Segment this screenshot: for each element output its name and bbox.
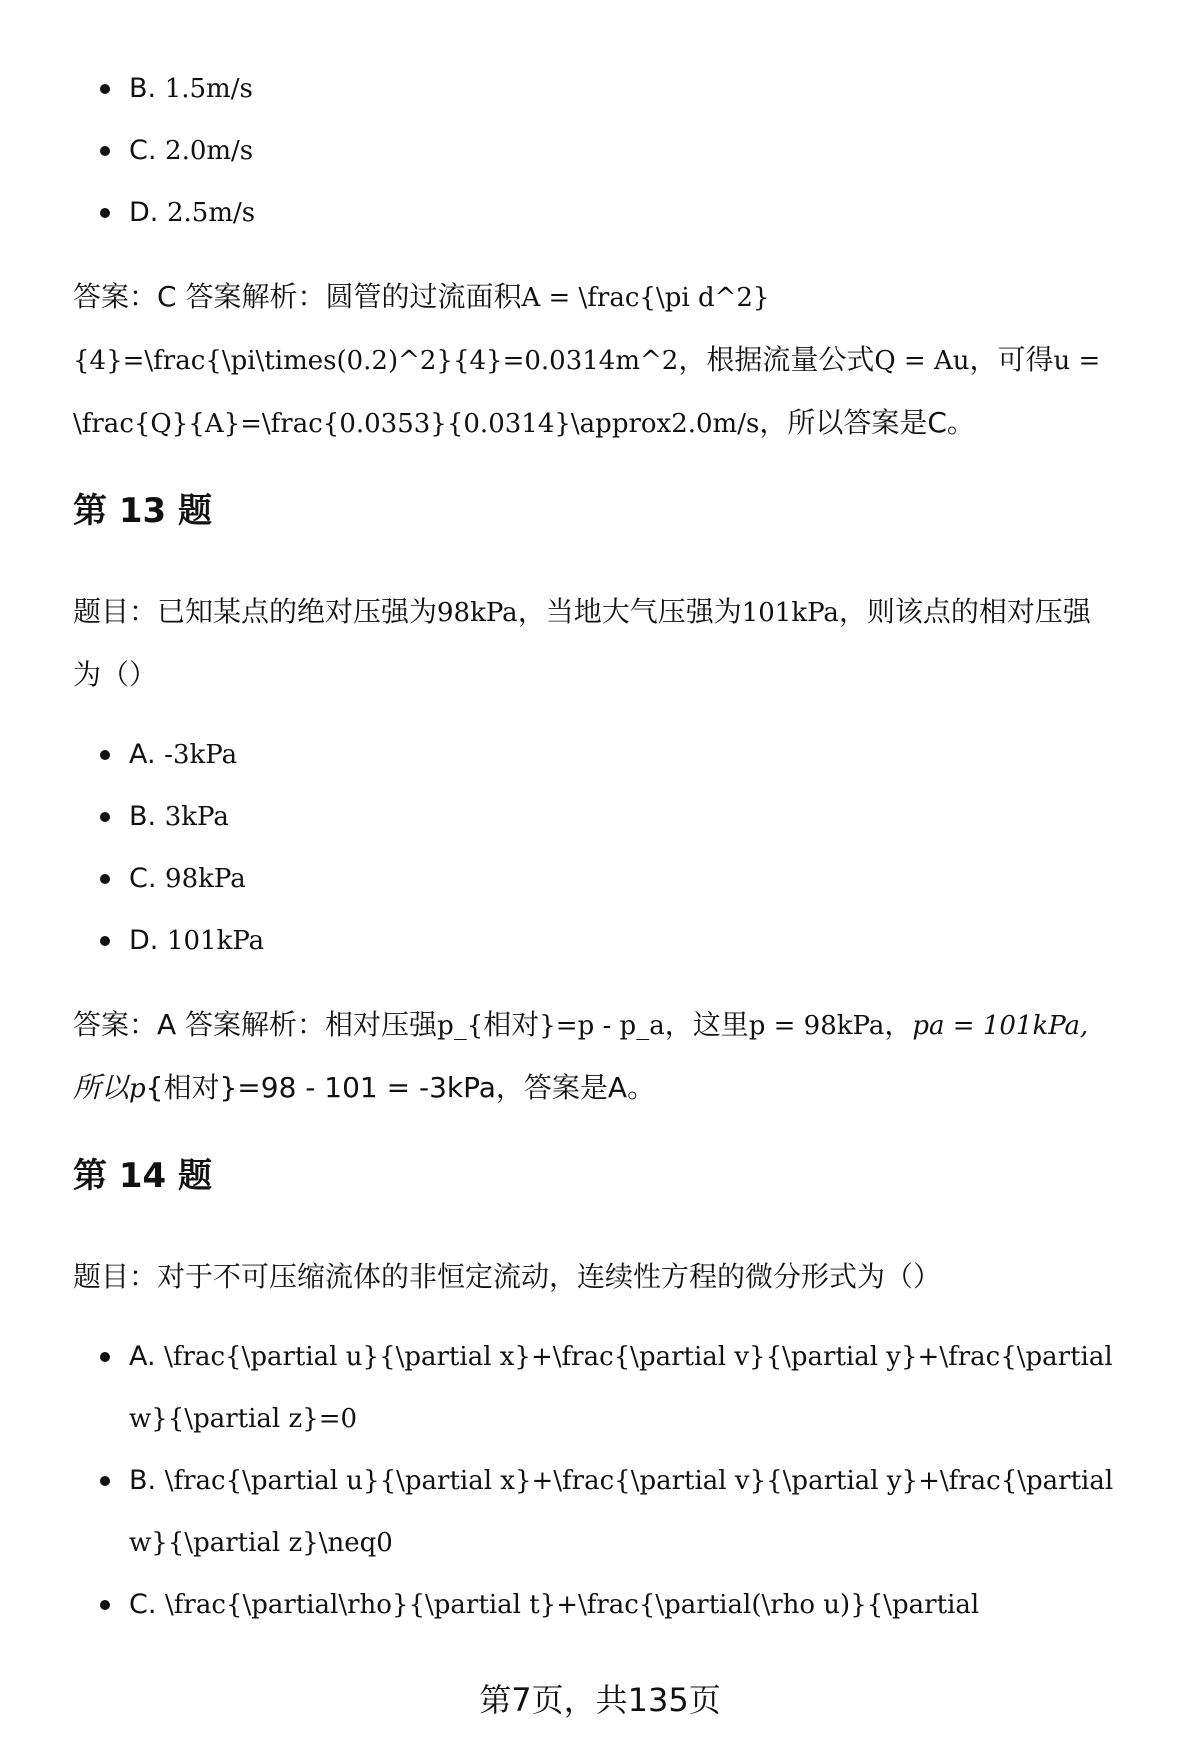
option-c (73, 1574, 1153, 1636)
question-13-answer (73, 994, 1153, 1120)
option-c (73, 120, 1153, 182)
option-text: 3kPa (164, 802, 229, 832)
question-13-heading: 第 13 题 (73, 491, 212, 531)
answer-math: u = (1053, 346, 1101, 376)
answer-text: ，这里 (664, 1008, 749, 1041)
prev-question-options (73, 58, 1153, 244)
question-text: ，当地大气压强为 (517, 595, 742, 628)
answer-text: 所以 (73, 1071, 130, 1104)
option-text: 98kPa (165, 864, 246, 894)
question-text: ，则该点的相对压强 (838, 595, 1091, 628)
option-text: 1.5m/s (164, 74, 253, 104)
question-14-options (73, 1326, 1153, 1636)
answer-text: 答案：A 答案解析：相对压强 (73, 1008, 438, 1041)
option-text-continued: w}{\partial z}\neq0 (129, 1528, 393, 1558)
answer-math: p = 98kPa (748, 1011, 885, 1041)
answer-text: ， (884, 1008, 913, 1041)
answer-math: p (129, 1074, 146, 1104)
option-a (73, 1326, 1153, 1450)
answer-math: {4}=\frac{\pi\times(0.2)^2}{4}=0.0314m^2 (73, 346, 679, 376)
option-b (73, 1450, 1153, 1574)
page-footer: 第7页，共135页 (479, 1681, 721, 1719)
question-math: 101kPa (741, 598, 839, 628)
answer-math: p_{ (437, 1011, 484, 1041)
answer-line (73, 392, 1153, 455)
option-text: \frac{\partial u}{\partial x}+\frac{\partial v}{\partial y}+\frac{\partial (164, 1466, 1114, 1496)
answer-line (73, 329, 1153, 392)
option-text: 2.0m/s (165, 136, 254, 166)
option-text: \frac{\partial\rho}{\partial t}+\frac{\partial(\rho u)}{\partial (165, 1590, 980, 1620)
question-line: 为（） (73, 658, 158, 691)
answer-math: \frac{Q}{A}=\frac{0.0353}{0.0314}\approx2.0m/s (73, 409, 760, 439)
option-text: 101kPa (166, 926, 265, 956)
option-letter: D. (129, 197, 159, 228)
answer-line (73, 994, 1153, 1057)
answer-math: Q = Au (874, 346, 970, 376)
option-letter: B. (129, 73, 157, 104)
answer-line (73, 266, 1153, 329)
question-text: 题目：已知某点的绝对压强为 (73, 595, 438, 628)
answer-text: ，所以答案是C。 (759, 406, 975, 439)
answer-text: {相对}=98 - 101 = -3kPa，答案是A。 (145, 1071, 656, 1104)
answer-text: 相对 (483, 1008, 540, 1041)
option-b (73, 786, 1153, 848)
option-letter: C. (129, 863, 157, 894)
question-line (73, 581, 1153, 644)
question-14-heading: 第 14 题 (73, 1156, 212, 1196)
option-d (73, 182, 1153, 244)
option-letter: B. (129, 1465, 157, 1496)
option-letter: D. (129, 925, 159, 956)
option-d (73, 910, 1153, 972)
option-a (73, 724, 1153, 786)
question-math: 98kPa (437, 598, 518, 628)
question-13-text (73, 581, 1153, 706)
prev-answer (73, 266, 1153, 455)
answer-math: pa = 101kPa, (912, 1011, 1089, 1041)
option-text: \frac{\partial u}{\partial x}+\frac{\partial v}{\partial y}+\frac{\partial (164, 1342, 1113, 1372)
document-page (73, 58, 1153, 1636)
option-text-continued: w}{\partial z}=0 (129, 1404, 358, 1434)
question-13-options (73, 724, 1153, 972)
answer-text: 答案：C 答案解析：圆管的过流面积 (73, 280, 522, 313)
option-text: 2.5m/s (166, 198, 256, 228)
answer-line (73, 1057, 1153, 1120)
answer-text: ，根据流量公式 (678, 343, 875, 376)
answer-math: A = \frac{\pi d^2} (521, 283, 770, 313)
option-letter: C. (129, 135, 157, 166)
option-b (73, 58, 1153, 120)
option-letter: C. (129, 1589, 157, 1620)
option-letter: B. (129, 801, 157, 832)
option-letter: A. (129, 1341, 156, 1372)
answer-text: ，可得 (969, 343, 1054, 376)
question-14-text: 题目：对于不可压缩流体的非恒定流动，连续性方程的微分形式为（） (73, 1260, 942, 1293)
option-letter: A. (129, 739, 156, 770)
answer-math: }=p - p_a (539, 1011, 665, 1041)
option-c (73, 848, 1153, 910)
option-text: -3kPa (164, 740, 238, 770)
